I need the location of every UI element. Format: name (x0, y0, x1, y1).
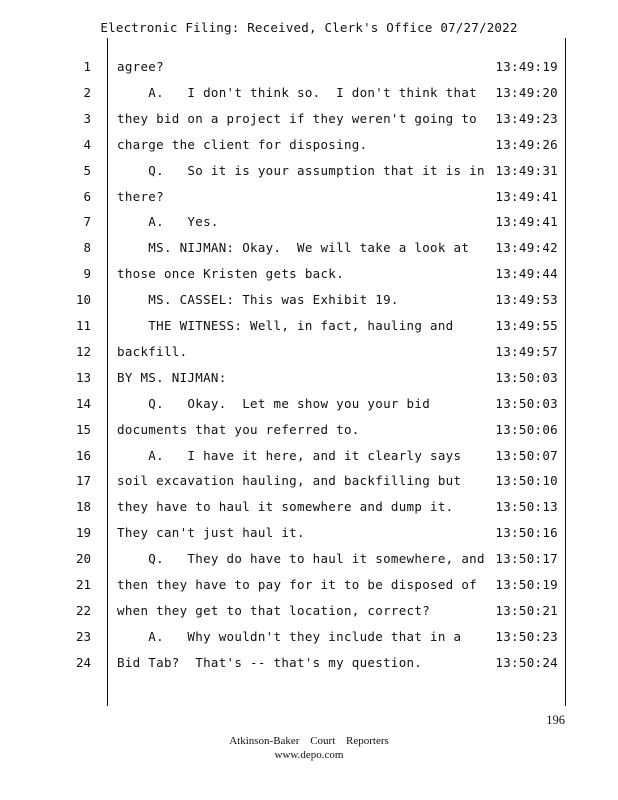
line-text: MS. CASSEL: This was Exhibit 19. (117, 292, 399, 308)
line-timestamp: 13:49:57 (495, 343, 558, 359)
line-timestamp: 13:49:41 (495, 214, 558, 230)
line-timestamp: 13:50:07 (495, 447, 558, 463)
transcript-line (0, 185, 618, 211)
transcript-line (0, 262, 618, 288)
transcript-line (0, 495, 618, 521)
filing-stamp-header: Electronic Filing: Received, Clerk's Office 07/27/2022 (100, 20, 518, 35)
line-timestamp: 13:50:17 (495, 551, 558, 567)
line-timestamp: 13:50:16 (495, 525, 558, 541)
line-text: BY MS. NIJMAN: (117, 369, 227, 385)
transcript-line (0, 547, 618, 573)
line-number: 10 (75, 292, 91, 308)
line-timestamp: 13:49:31 (495, 162, 558, 178)
transcript-line (0, 159, 618, 185)
transcript-line (0, 81, 618, 107)
transcript-line (0, 314, 618, 340)
line-timestamp: 13:50:13 (495, 499, 558, 515)
line-text: there? (117, 188, 164, 204)
line-number: 19 (75, 525, 91, 541)
line-number: 24 (75, 654, 91, 670)
line-text: they bid on a project if they weren't going to (117, 110, 477, 126)
line-text: THE WITNESS: Well, in fact, hauling and (117, 318, 454, 333)
line-timestamp: 13:49:44 (495, 266, 558, 282)
line-timestamp: 13:49:19 (495, 59, 558, 74)
line-timestamp: 13:50:19 (495, 577, 558, 592)
line-number: 23 (75, 628, 91, 644)
transcript-line (0, 107, 618, 133)
line-text: A. I have it here, and it clearly says (117, 447, 462, 463)
line-timestamp: 13:50:03 (495, 369, 558, 385)
line-text: A. I don't think so. I don't think that (117, 84, 477, 100)
line-timestamp: 13:49:42 (495, 240, 558, 256)
transcript-line (0, 288, 618, 314)
line-text: those once Kristen gets back. (117, 266, 344, 282)
transcript-line (0, 573, 618, 599)
line-number: 1 (83, 59, 91, 74)
line-timestamp: 13:49:26 (495, 136, 558, 152)
line-timestamp: 13:50:10 (495, 473, 558, 489)
line-number: 2 (83, 84, 91, 100)
line-text: A. Why wouldn't they include that in a (117, 628, 462, 644)
page-number: 196 (546, 713, 565, 727)
line-text: agree? (117, 59, 164, 74)
line-text: when they get to that location, correct? (117, 602, 431, 618)
line-text: they have to haul it somewhere and dump it. (117, 499, 454, 515)
transcript-line (0, 55, 618, 81)
line-number: 7 (83, 214, 91, 230)
transcript-line (0, 340, 618, 366)
transcript-line (0, 392, 618, 418)
line-number: 22 (75, 602, 91, 618)
line-timestamp: 13:50:24 (495, 654, 558, 670)
line-timestamp: 13:50:23 (495, 628, 558, 644)
transcript-line (0, 469, 618, 495)
line-timestamp: 13:50:06 (495, 421, 558, 437)
line-text: documents that you referred to. (117, 421, 360, 437)
line-text: then they have to pay for it to be disposed of (117, 577, 477, 592)
line-text: soil excavation hauling, and backfilling but (117, 473, 462, 489)
line-number: 15 (75, 421, 91, 437)
transcript-line (0, 133, 618, 159)
transcript-line (0, 599, 618, 625)
line-number: 13 (75, 369, 91, 385)
line-number: 3 (83, 110, 91, 126)
transcript-line (0, 444, 618, 470)
transcript-line (0, 625, 618, 651)
footer-website: www.depo.com (274, 749, 344, 761)
line-timestamp: 13:50:21 (495, 602, 558, 618)
transcript-line (0, 521, 618, 547)
line-number: 21 (75, 577, 91, 592)
line-number: 6 (83, 188, 91, 204)
line-number: 11 (75, 318, 91, 333)
line-number: 18 (75, 499, 91, 515)
line-text: Q. Okay. Let me show you your bid (117, 395, 431, 411)
line-number: 5 (83, 162, 91, 178)
line-text: charge the client for disposing. (117, 136, 368, 152)
line-text: Q. So it is your assumption that it is in (117, 162, 485, 178)
line-timestamp: 13:49:55 (495, 318, 558, 333)
line-text: A. Yes. (117, 214, 219, 230)
line-timestamp: 13:49:23 (495, 110, 558, 126)
line-number: 4 (83, 136, 91, 152)
transcript-line (0, 236, 618, 262)
footer-reporter-name: Atkinson-Baker Court Reporters (229, 735, 389, 747)
transcript-line (0, 210, 618, 236)
line-text: Q. They do have to haul it somewhere, and (117, 551, 485, 567)
line-text: MS. NIJMAN: Okay. We will take a look at (117, 240, 470, 256)
line-number: 9 (83, 266, 91, 282)
line-text: backfill. (117, 343, 188, 359)
line-number: 17 (75, 473, 91, 489)
line-timestamp: 13:49:41 (495, 188, 558, 204)
line-timestamp: 13:49:53 (495, 292, 558, 308)
line-timestamp: 13:49:20 (495, 84, 558, 100)
line-number: 20 (75, 551, 91, 567)
line-timestamp: 13:50:03 (495, 395, 558, 411)
transcript-line (0, 418, 618, 444)
line-number: 16 (75, 447, 91, 463)
line-number: 8 (83, 240, 91, 256)
line-text: Bid Tab? That's -- that's my question. (117, 654, 423, 670)
line-text: They can't just haul it. (117, 525, 305, 541)
line-number: 14 (75, 395, 91, 411)
line-number: 12 (75, 343, 91, 359)
transcript-line (0, 651, 618, 677)
transcript-line (0, 366, 618, 392)
